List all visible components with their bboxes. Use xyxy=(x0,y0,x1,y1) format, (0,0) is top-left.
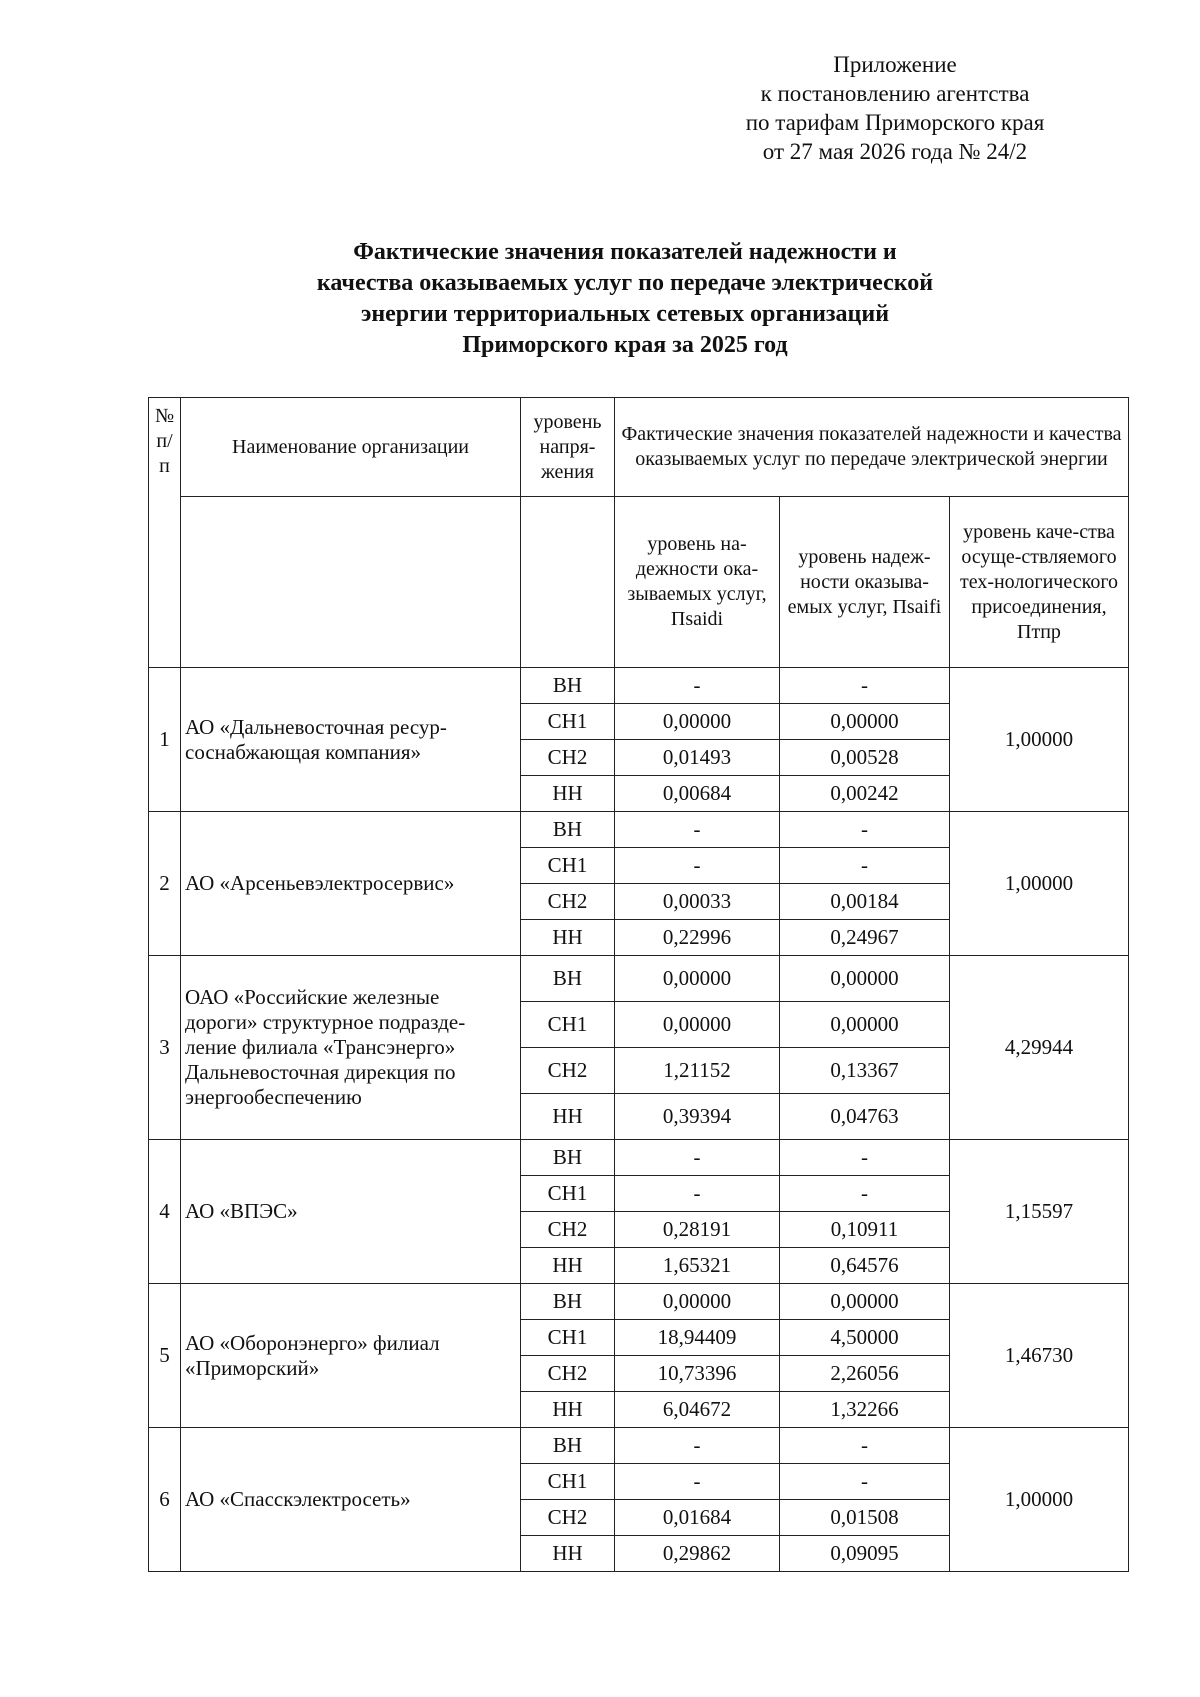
saifi-value: - xyxy=(780,1176,950,1212)
voltage-level: СН2 xyxy=(521,1356,615,1392)
org-name: АО «Оборонэнерго» филиал «Приморский» xyxy=(181,1284,521,1428)
title-line: энергии территориальных сетевых организаций xyxy=(360,301,890,327)
voltage-level: ВН xyxy=(521,1284,615,1320)
saifi-value: 4,50000 xyxy=(780,1320,950,1356)
voltage-level: СН1 xyxy=(521,704,615,740)
voltage-level: НН xyxy=(521,1094,615,1140)
table-row xyxy=(149,1428,1129,1464)
header-name: Наименование организации xyxy=(181,398,521,497)
org-name: АО «Арсеньевэлектросервис» xyxy=(181,812,521,956)
saidi-value: 0,22996 xyxy=(615,920,780,956)
org-number: 1 xyxy=(149,668,181,812)
saidi-value: 0,01684 xyxy=(615,1500,780,1536)
voltage-level: СН1 xyxy=(521,1002,615,1048)
saidi-value: 1,65321 xyxy=(615,1248,780,1284)
table-subheader-row xyxy=(149,497,1129,668)
saidi-value: 0,00000 xyxy=(615,1284,780,1320)
saifi-value: - xyxy=(780,1428,950,1464)
appendix-line: от 27 мая 2026 года № 24/2 xyxy=(762,139,1028,164)
table-row xyxy=(149,1284,1129,1320)
saifi-value: 0,00184 xyxy=(780,884,950,920)
saifi-value: - xyxy=(780,1464,950,1500)
table-row xyxy=(149,812,1129,848)
saidi-value: 0,00684 xyxy=(615,776,780,812)
tpr-value: 1,00000 xyxy=(950,812,1129,956)
title-line: качества оказываемых услуг по передаче электрической xyxy=(316,270,934,296)
saifi-value: 0,10911 xyxy=(780,1212,950,1248)
saifi-value: - xyxy=(780,848,950,884)
saifi-value: 0,01508 xyxy=(780,1500,950,1536)
saidi-value: 1,21152 xyxy=(615,1048,780,1094)
saifi-value: 0,04763 xyxy=(780,1094,950,1140)
appendix-line: к постановлению агентства xyxy=(760,81,1030,106)
voltage-level: НН xyxy=(521,920,615,956)
voltage-level: ВН xyxy=(521,1428,615,1464)
voltage-level: СН1 xyxy=(521,1464,615,1500)
header-group: Фактические значения показателей надежности и качества оказываемых услуг по передаче электрической энергии xyxy=(615,398,1129,497)
table-header-row xyxy=(149,398,1129,497)
saidi-value: 10,73396 xyxy=(615,1356,780,1392)
saidi-value: - xyxy=(615,848,780,884)
header-num: № п/п xyxy=(149,398,181,668)
tpr-value: 1,46730 xyxy=(950,1284,1129,1428)
org-name: АО «ВПЭС» xyxy=(181,1140,521,1284)
tpr-value: 4,29944 xyxy=(950,956,1129,1140)
voltage-level: СН2 xyxy=(521,1500,615,1536)
org-number: 3 xyxy=(149,956,181,1140)
voltage-level: ВН xyxy=(521,1140,615,1176)
saidi-value: 0,00000 xyxy=(615,956,780,1002)
header-saifi: уровень надеж-ности оказыва-емых услуг, Пsaifi xyxy=(780,497,950,668)
voltage-level: СН2 xyxy=(521,1212,615,1248)
org-number: 6 xyxy=(149,1428,181,1572)
saifi-value: 0,00528 xyxy=(780,740,950,776)
saifi-value: 1,32266 xyxy=(780,1392,950,1428)
saidi-value: 0,01493 xyxy=(615,740,780,776)
saidi-value: - xyxy=(615,812,780,848)
appendix-line: по тарифам Приморского края xyxy=(745,110,1045,135)
table-row xyxy=(149,668,1129,704)
voltage-level: НН xyxy=(521,1248,615,1284)
document-title xyxy=(240,237,1010,361)
voltage-level: НН xyxy=(521,1536,615,1572)
reliability-table xyxy=(148,397,1129,1572)
voltage-level: СН1 xyxy=(521,848,615,884)
org-number: 5 xyxy=(149,1284,181,1428)
saifi-value: 0,00000 xyxy=(780,1284,950,1320)
saidi-value: 18,94409 xyxy=(615,1320,780,1356)
voltage-level: СН1 xyxy=(521,1320,615,1356)
voltage-level: ВН xyxy=(521,668,615,704)
voltage-level: НН xyxy=(521,776,615,812)
tpr-value: 1,15597 xyxy=(950,1140,1129,1284)
title-line: Приморского края за 2025 год xyxy=(462,332,788,358)
voltage-level: СН2 xyxy=(521,1048,615,1094)
saifi-value: 0,00000 xyxy=(780,1002,950,1048)
voltage-level: СН1 xyxy=(521,1176,615,1212)
table-row xyxy=(149,1140,1129,1176)
appendix-line: Приложение xyxy=(833,52,957,77)
voltage-level: ВН xyxy=(521,812,615,848)
saifi-value: 0,24967 xyxy=(780,920,950,956)
saifi-value: - xyxy=(780,1140,950,1176)
saidi-value: 0,29862 xyxy=(615,1536,780,1572)
saidi-value: 0,00000 xyxy=(615,704,780,740)
saidi-value: 6,04672 xyxy=(615,1392,780,1428)
saidi-value: 0,00000 xyxy=(615,1002,780,1048)
header-voltage: уровень напря-жения xyxy=(521,398,615,497)
tpr-value: 1,00000 xyxy=(950,1428,1129,1572)
org-number: 4 xyxy=(149,1140,181,1284)
saifi-value: 0,00242 xyxy=(780,776,950,812)
saifi-value: 0,64576 xyxy=(780,1248,950,1284)
header-saidi: уровень на-дежности ока-зываемых услуг, Пsaidi xyxy=(615,497,780,668)
saifi-value: 0,13367 xyxy=(780,1048,950,1094)
voltage-level: СН2 xyxy=(521,884,615,920)
voltage-level: ВН xyxy=(521,956,615,1002)
saifi-value: 0,09095 xyxy=(780,1536,950,1572)
org-name: АО «Спасскэлектросеть» xyxy=(181,1428,521,1572)
saifi-value: - xyxy=(780,812,950,848)
org-name: АО «Дальневосточная ресур-соснабжающая компания» xyxy=(181,668,521,812)
table-row xyxy=(149,956,1129,1002)
saifi-value: 0,00000 xyxy=(780,704,950,740)
tpr-value: 1,00000 xyxy=(950,668,1129,812)
saidi-value: - xyxy=(615,1464,780,1500)
voltage-level: СН2 xyxy=(521,740,615,776)
saidi-value: 0,00033 xyxy=(615,884,780,920)
org-number: 2 xyxy=(149,812,181,956)
saifi-value: - xyxy=(780,668,950,704)
saidi-value: 0,39394 xyxy=(615,1094,780,1140)
saidi-value: - xyxy=(615,1176,780,1212)
saidi-value: 0,28191 xyxy=(615,1212,780,1248)
saidi-value: - xyxy=(615,1428,780,1464)
saidi-value: - xyxy=(615,668,780,704)
header-tpr: уровень каче-ства осуще-ствляемого тех-нологического присоединения, Птпр xyxy=(950,497,1129,668)
saifi-value: 2,26056 xyxy=(780,1356,950,1392)
saidi-value: - xyxy=(615,1140,780,1176)
title-line: Фактические значения показателей надежности и xyxy=(353,239,897,265)
appendix-header xyxy=(730,50,1060,166)
voltage-level: НН xyxy=(521,1392,615,1428)
subheader-empty xyxy=(521,497,615,668)
saifi-value: 0,00000 xyxy=(780,956,950,1002)
org-name: ОАО «Российские железные дороги» структурное подразде-ление филиала «Трансэнерго» Дальневосточная дирекция по энергообеспечению xyxy=(181,956,521,1140)
subheader-empty xyxy=(181,497,521,668)
